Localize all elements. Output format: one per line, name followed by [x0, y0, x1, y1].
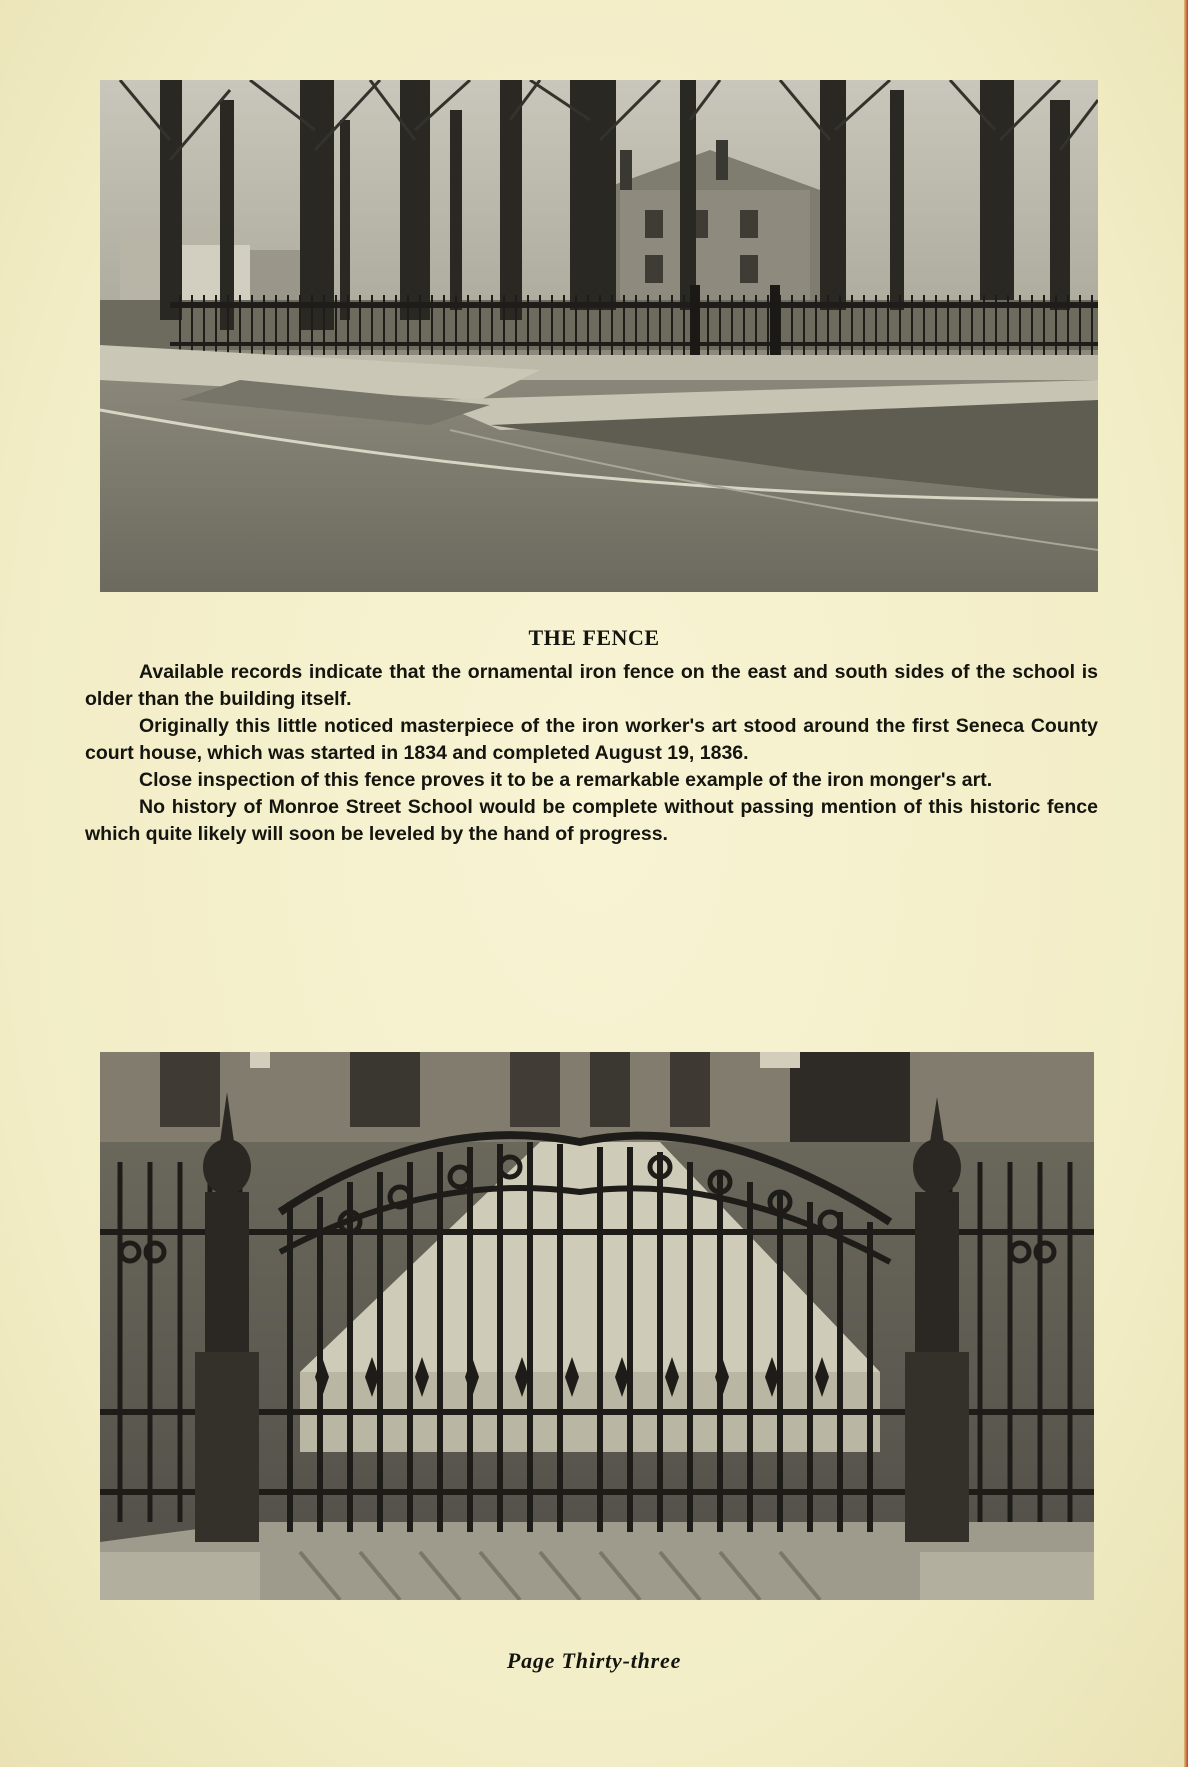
iron-gate-illustration	[100, 1052, 1094, 1600]
section-heading: THE FENCE	[528, 625, 660, 650]
article-body	[85, 659, 1098, 848]
paragraph: Close inspection of this fence proves it to be a remarkable example of the iron monger's art.	[139, 769, 993, 791]
paragraph: Available records indicate that the ornamental iron fence on the east and south sides of the school is older than the building itself.	[85, 661, 1098, 710]
paragraph: No history of Monroe Street School would be complete without passing mention of this historic fence which quite likely will soon be leveled by the hand of progress.	[85, 796, 1098, 845]
street-fence-illustration	[100, 80, 1098, 592]
street-fence-photo	[100, 80, 1098, 592]
iron-gate-photo	[100, 1052, 1094, 1600]
page-edge	[1184, 0, 1188, 1767]
paragraph: Originally this little noticed masterpiece of the iron worker's art stood around the first Seneca County court house, which was started in 1834 and completed August 19, 1836.	[85, 715, 1098, 764]
page-number: Page Thirty-three	[506, 1648, 682, 1673]
